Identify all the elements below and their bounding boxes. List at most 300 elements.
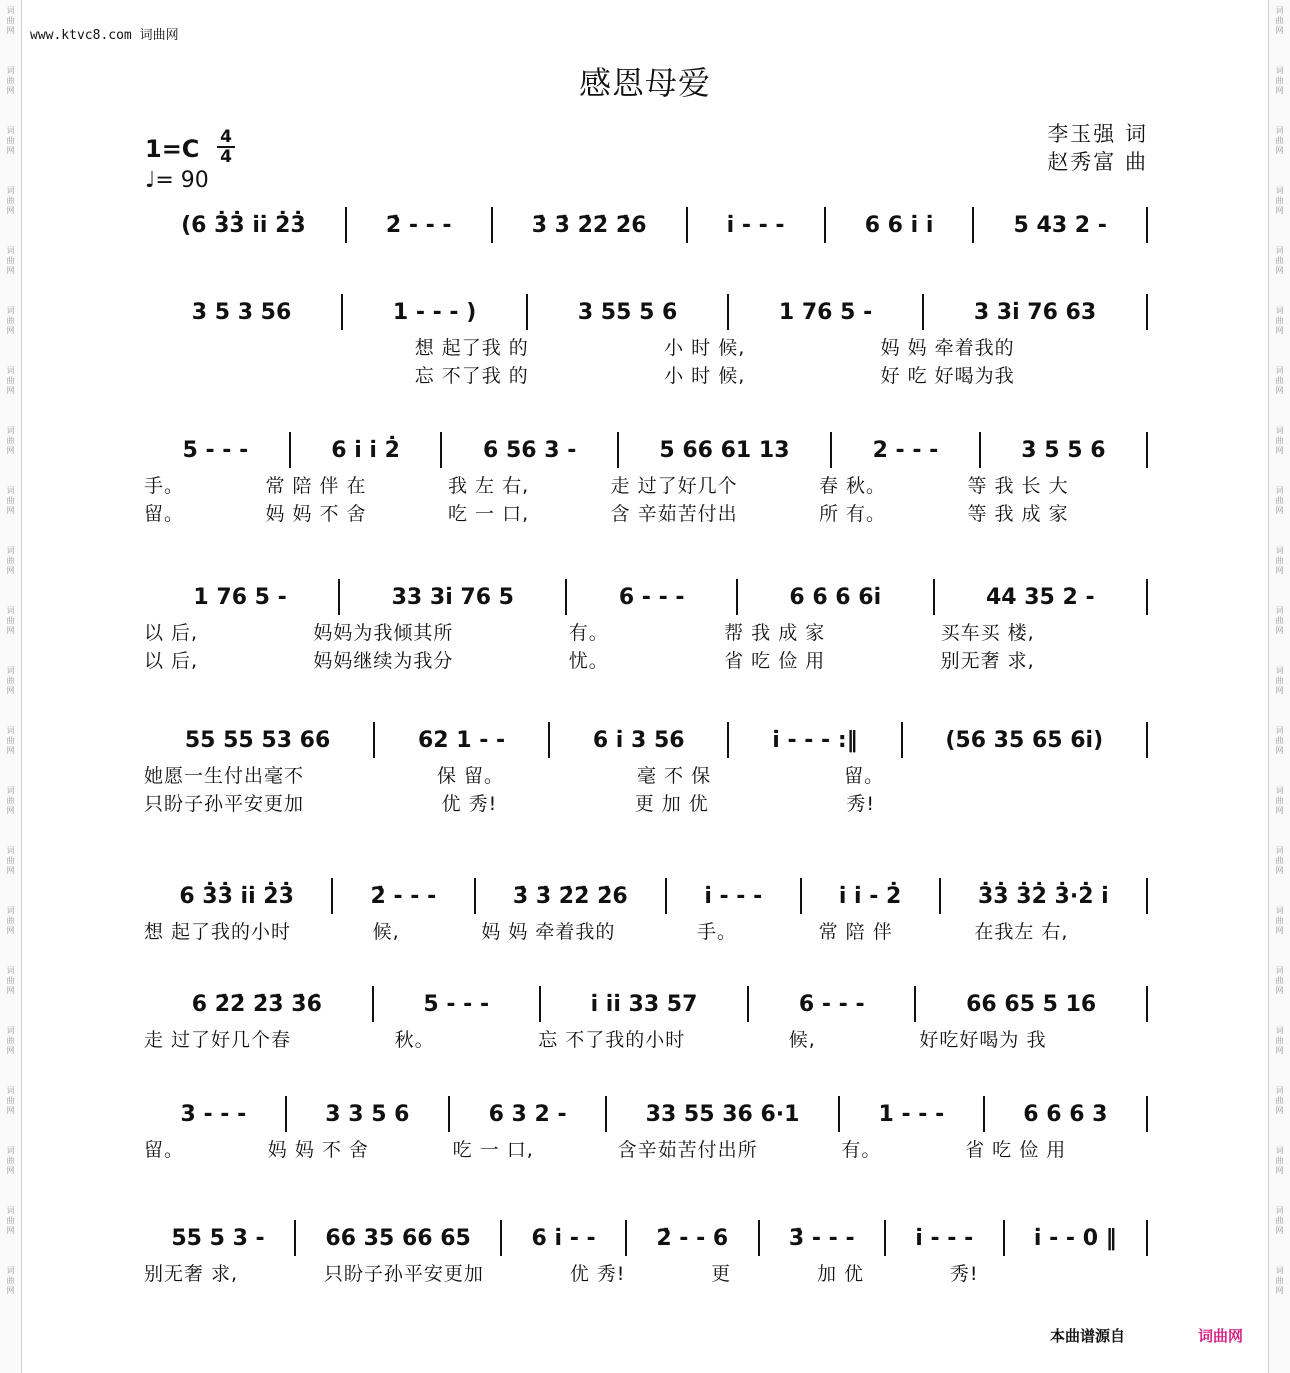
watermark-glyph: 词 — [1275, 246, 1284, 255]
lyric-segment: 以 后, — [144, 649, 199, 672]
lyric-segment: 妈 妈 牵着我的 — [880, 336, 1015, 359]
watermark-glyph: 曲 — [1275, 136, 1284, 145]
left-watermark-strip — [0, 0, 22, 1373]
barline-end — [1146, 722, 1148, 758]
lyric-line — [142, 916, 1148, 944]
watermark-glyph: 网 — [6, 1166, 15, 1175]
measure: 6 6 6 6i̇ — [789, 584, 882, 610]
watermark-block — [1276, 1266, 1284, 1296]
lyric-line — [142, 1258, 1148, 1286]
lyric-segment: 春 秋。 — [819, 474, 887, 497]
measure: 6 - - - — [798, 991, 865, 1017]
score-system — [142, 1218, 1148, 1286]
score-system — [142, 720, 1148, 816]
measure: 44 35 2 - — [985, 584, 1095, 610]
watermark-block — [7, 906, 15, 936]
measure: 6 i̇ 3 56 — [592, 727, 685, 753]
watermark-glyph: 网 — [1275, 1226, 1284, 1235]
watermark-block — [1276, 486, 1284, 516]
watermark-glyph: 曲 — [6, 556, 15, 565]
lyric-segment: 走 过了好几个 — [610, 474, 738, 497]
time-signature — [215, 128, 237, 166]
watermark-glyph: 词 — [6, 606, 15, 615]
measure: 2̇ - - - — [385, 212, 452, 238]
measure: 5 43 2 - — [1013, 212, 1107, 238]
tempo-marking: ♩= 90 — [145, 168, 209, 193]
watermark-block — [1276, 6, 1284, 36]
watermark-glyph: 曲 — [6, 676, 15, 685]
watermark-glyph: 网 — [6, 446, 15, 455]
watermark-glyph: 曲 — [6, 436, 15, 445]
watermark-glyph: 网 — [1275, 326, 1284, 335]
lyric-segment: 小 时 候, — [664, 336, 746, 359]
watermark-block — [1276, 126, 1284, 156]
watermark-block — [7, 366, 15, 396]
measure: (56 35 65 6i̇) — [945, 727, 1104, 753]
watermark-glyph: 词 — [6, 6, 15, 15]
watermark-block — [7, 186, 15, 216]
lyric-segment: 买车买 楼, — [940, 621, 1035, 644]
watermark-glyph: 曲 — [6, 616, 15, 625]
watermark-glyph: 词 — [1275, 126, 1284, 135]
watermark-glyph: 网 — [6, 1286, 15, 1295]
watermark-block — [7, 666, 15, 696]
watermark-block — [1276, 666, 1284, 696]
score-system — [142, 205, 1148, 245]
measure: 3 3i̇ 76 63 — [973, 299, 1097, 325]
watermark-glyph: 曲 — [1275, 316, 1284, 325]
measure: 6 3̇3̇ i̇i̇ 2̇3̇ — [179, 883, 294, 909]
watermark-block — [1276, 1026, 1284, 1056]
watermark-glyph: 词 — [1275, 606, 1284, 615]
watermark-glyph: 曲 — [6, 976, 15, 985]
watermark-glyph: 曲 — [6, 916, 15, 925]
watermark-glyph: 网 — [6, 626, 15, 635]
watermark-block — [7, 6, 15, 36]
watermark-glyph: 词 — [1275, 6, 1284, 15]
watermark-glyph: 词 — [1275, 1206, 1284, 1215]
score-system — [142, 876, 1148, 944]
lyric-segment: 秋。 — [394, 1028, 435, 1051]
right-watermark-strip — [1268, 0, 1290, 1373]
watermark-glyph: 曲 — [6, 736, 15, 745]
notes-line — [142, 984, 1148, 1024]
watermark-glyph: 网 — [1275, 86, 1284, 95]
lyric-segment: 有。 — [568, 621, 609, 644]
score-system — [142, 292, 1148, 388]
credits — [1047, 120, 1148, 176]
watermark-block — [1276, 426, 1284, 456]
time-signature-bottom: 4 — [220, 147, 232, 167]
watermark-block — [7, 126, 15, 156]
lyric-segment: 妈 妈 牵着我的 — [481, 920, 616, 943]
lyric-segment: 走 过了好几个春 — [144, 1028, 292, 1051]
watermark-glyph: 词 — [6, 1086, 15, 1095]
watermark-glyph: 词 — [1275, 906, 1284, 915]
lyric-segment: 吃 一 口, — [452, 1138, 534, 1161]
watermark-glyph: 词 — [1275, 366, 1284, 375]
watermark-block — [1276, 1206, 1284, 1236]
measure: 6 i̇ i̇ 2̇ — [331, 437, 400, 463]
notes-line — [142, 876, 1148, 916]
watermark-block — [1276, 186, 1284, 216]
measure: 6 i̇ - - — [531, 1225, 596, 1251]
watermark-glyph: 曲 — [1275, 916, 1284, 925]
site-label: www.ktvc8.com 词曲网 — [30, 28, 179, 43]
watermark-glyph: 词 — [1275, 666, 1284, 675]
measure: 2̇ - - 6 — [656, 1225, 729, 1251]
barline-end — [1146, 432, 1148, 468]
lyric-segment: 妈妈为我倾其所 — [313, 621, 454, 644]
watermark-glyph: 词 — [6, 966, 15, 975]
measure: i̇ - - - — [704, 883, 763, 909]
watermark-glyph: 词 — [1275, 66, 1284, 75]
watermark-glyph: 网 — [6, 1226, 15, 1235]
watermark-glyph: 网 — [6, 1046, 15, 1055]
watermark-glyph: 网 — [6, 746, 15, 755]
lyric-line — [142, 332, 1148, 360]
lyric-segment: 在我左 右, — [974, 920, 1069, 943]
measure: 6 2̇2̇ 2̇3̇ 3̇6̇ — [191, 991, 322, 1017]
watermark-glyph: 网 — [1275, 266, 1284, 275]
lyric-segment: 妈 妈 不 舍 — [265, 502, 367, 525]
lyric-segment: 忘 不了我的小时 — [538, 1028, 686, 1051]
watermark-glyph: 网 — [6, 1106, 15, 1115]
lyric-segment: 常 陪 伴 — [818, 920, 893, 943]
watermark-glyph: 曲 — [1275, 76, 1284, 85]
lyric-segment: 优 秀! — [441, 792, 498, 815]
watermark-glyph: 曲 — [6, 1156, 15, 1165]
watermark-block — [7, 1146, 15, 1176]
lyric-segment: 优 秀! — [569, 1262, 626, 1285]
measure: 6 3 2 - — [488, 1101, 567, 1127]
lyric-segment: 省 吃 俭 用 — [724, 649, 826, 672]
watermark-glyph: 词 — [1275, 726, 1284, 735]
watermark-glyph: 曲 — [6, 16, 15, 25]
barline-end — [1146, 207, 1148, 243]
watermark-block — [7, 1086, 15, 1116]
watermark-glyph: 网 — [1275, 206, 1284, 215]
watermark-glyph: 曲 — [6, 376, 15, 385]
watermark-glyph: 曲 — [1275, 1036, 1284, 1045]
watermark-glyph: 曲 — [1275, 196, 1284, 205]
watermark-block — [1276, 1146, 1284, 1176]
watermark-glyph: 曲 — [1275, 16, 1284, 25]
watermark-glyph: 曲 — [6, 856, 15, 865]
watermark-block — [7, 786, 15, 816]
lyric-segment: 我 左 右, — [447, 474, 530, 497]
watermark-block — [1276, 906, 1284, 936]
notes-line — [142, 430, 1148, 470]
watermark-glyph: 词 — [1275, 306, 1284, 315]
watermark-glyph: 网 — [6, 326, 15, 335]
key-signature: 1=C — [145, 135, 200, 163]
watermark-glyph: 词 — [6, 906, 15, 915]
lyric-segment: 保 留。 — [436, 764, 505, 787]
lyric-segment: 省 吃 俭 用 — [965, 1138, 1067, 1161]
measure: 3 5 3 56 — [191, 299, 292, 325]
measure: i̇ i̇i̇ 33 57 — [590, 991, 698, 1017]
watermark-glyph: 词 — [1275, 546, 1284, 555]
footer-source-text: 本曲谱源自 — [1050, 1327, 1126, 1345]
lyric-segment: 更 加 优 — [634, 792, 709, 815]
watermark-block — [1276, 846, 1284, 876]
watermark-block — [7, 606, 15, 636]
watermark-glyph: 曲 — [1275, 496, 1284, 505]
lyric-segment: 别无奢 求, — [144, 1262, 239, 1285]
watermark-glyph: 网 — [1275, 1046, 1284, 1055]
measure: i̇ - - - :‖ — [772, 727, 858, 753]
lyric-segment: 忘 不了我 的 — [414, 364, 529, 387]
watermark-glyph: 曲 — [6, 1096, 15, 1105]
notes-line — [142, 577, 1148, 617]
watermark-glyph: 网 — [6, 86, 15, 95]
measure: 2̇ - - - — [370, 883, 437, 909]
watermark-glyph: 词 — [1275, 1026, 1284, 1035]
time-signature-top: 4 — [220, 127, 232, 147]
lyric-segment: 帮 我 成 家 — [724, 621, 826, 644]
measure: 55 5 3 - — [171, 1225, 265, 1251]
measure: i̇ - - 0 ‖ — [1033, 1225, 1117, 1251]
watermark-glyph: 曲 — [6, 1036, 15, 1045]
watermark-glyph: 词 — [6, 846, 15, 855]
score-system — [142, 1094, 1148, 1162]
lyric-segment: 所 有。 — [819, 502, 887, 525]
measure: 33 3i̇ 76 5 — [391, 584, 514, 610]
lyric-line — [142, 498, 1148, 526]
watermark-glyph: 词 — [1275, 846, 1284, 855]
watermark-glyph: 词 — [6, 546, 15, 555]
notes-line — [142, 292, 1148, 332]
watermark-glyph: 网 — [1275, 26, 1284, 35]
watermark-block — [7, 726, 15, 756]
barline-end — [1146, 878, 1148, 914]
watermark-glyph: 网 — [1275, 626, 1284, 635]
measure: i̇ - - - — [726, 212, 785, 238]
score-system — [142, 577, 1148, 673]
watermark-glyph: 网 — [6, 926, 15, 935]
watermark-block — [1276, 306, 1284, 336]
score-system — [142, 984, 1148, 1052]
watermark-glyph: 曲 — [1275, 736, 1284, 745]
watermark-glyph: 曲 — [1275, 1216, 1284, 1225]
watermark-glyph: 词 — [1275, 486, 1284, 495]
lyric-segment: 只盼子孙平安更加 — [323, 1262, 484, 1285]
watermark-glyph: 词 — [1275, 966, 1284, 975]
measure: (6 3̇3̇ i̇i̇ 2̇3̇ — [181, 212, 306, 238]
watermark-glyph: 曲 — [6, 1276, 15, 1285]
measure: 3 55 5 6 — [577, 299, 678, 325]
watermark-block — [1276, 966, 1284, 996]
lyric-segment: 更 — [711, 1262, 732, 1285]
watermark-glyph: 词 — [1275, 1086, 1284, 1095]
lyric-segment: 手。 — [144, 474, 185, 497]
watermark-glyph: 网 — [1275, 806, 1284, 815]
measure: 3̇ - - - — [788, 1225, 855, 1251]
barline-end — [1146, 294, 1148, 330]
watermark-glyph: 网 — [6, 506, 15, 515]
watermark-glyph: 网 — [1275, 146, 1284, 155]
watermark-glyph: 词 — [1275, 186, 1284, 195]
watermark-glyph: 网 — [1275, 686, 1284, 695]
lyric-segment: 小 时 候, — [664, 364, 746, 387]
watermark-glyph: 网 — [1275, 566, 1284, 575]
measure: 66 35 66 65 — [325, 1225, 471, 1251]
watermark-block — [7, 246, 15, 276]
watermark-block — [7, 306, 15, 336]
watermark-block — [1276, 246, 1284, 276]
watermark-glyph: 曲 — [1275, 1276, 1284, 1285]
watermark-glyph: 曲 — [1275, 1156, 1284, 1165]
notes-line — [142, 720, 1148, 760]
watermark-glyph: 网 — [6, 686, 15, 695]
notes-line — [142, 1094, 1148, 1134]
barline-end — [1146, 986, 1148, 1022]
measure: i̇ - - - — [915, 1225, 974, 1251]
measure: 3̇ 3̇ 2̇2̇ 2̇6 — [531, 212, 647, 238]
watermark-block — [1276, 786, 1284, 816]
watermark-glyph: 曲 — [6, 136, 15, 145]
measure: 3 3 5 6 — [325, 1101, 410, 1127]
lyric-segment: 想 起了我的小时 — [144, 920, 292, 943]
watermark-glyph: 词 — [6, 1266, 15, 1275]
lyric-segment: 想 起了我 的 — [414, 336, 529, 359]
lyric-segment: 她愿一生付出毫不 — [144, 764, 305, 787]
watermark-glyph: 词 — [1275, 426, 1284, 435]
measure: 6 6 6 3 — [1023, 1101, 1108, 1127]
measure: 6 56 3 - — [482, 437, 577, 463]
lyric-segment: 留。 — [144, 502, 185, 525]
lyric-segment: 吃 一 口, — [447, 502, 530, 525]
watermark-glyph: 词 — [6, 1026, 15, 1035]
watermark-glyph: 曲 — [1275, 676, 1284, 685]
watermark-glyph: 词 — [6, 246, 15, 255]
watermark-glyph: 曲 — [1275, 616, 1284, 625]
watermark-glyph: 曲 — [1275, 556, 1284, 565]
watermark-glyph: 曲 — [1275, 796, 1284, 805]
watermark-glyph: 词 — [6, 486, 15, 495]
watermark-glyph: 曲 — [6, 796, 15, 805]
watermark-glyph: 网 — [1275, 386, 1284, 395]
watermark-glyph: 曲 — [6, 76, 15, 85]
watermark-glyph: 网 — [6, 26, 15, 35]
watermark-glyph: 曲 — [1275, 376, 1284, 385]
watermark-glyph: 词 — [1275, 1266, 1284, 1275]
barline-end — [1146, 1220, 1148, 1256]
lyric-segment: 等 我 成 家 — [967, 502, 1069, 525]
watermark-glyph: 网 — [6, 386, 15, 395]
lyric-segment: 等 我 长 大 — [967, 474, 1069, 497]
watermark-block — [7, 486, 15, 516]
watermark-glyph: 词 — [6, 726, 15, 735]
watermark-glyph: 曲 — [6, 196, 15, 205]
lyric-line — [142, 645, 1148, 673]
lyric-segment: 含 辛茹苦付出 — [610, 502, 738, 525]
watermark-block — [7, 966, 15, 996]
watermark-glyph: 词 — [1275, 1146, 1284, 1155]
watermark-glyph: 网 — [1275, 1166, 1284, 1175]
watermark-glyph: 词 — [6, 1206, 15, 1215]
lyric-segment: 候, — [788, 1028, 816, 1051]
watermark-glyph: 词 — [6, 1146, 15, 1155]
measure: 1 76 5 - — [193, 584, 287, 610]
watermark-block — [7, 546, 15, 576]
measure: 1 76 5 - — [778, 299, 873, 325]
watermark-glyph: 词 — [6, 426, 15, 435]
watermark-glyph: 网 — [1275, 446, 1284, 455]
watermark-block — [7, 1266, 15, 1296]
watermark-glyph: 网 — [1275, 746, 1284, 755]
watermark-glyph: 网 — [6, 206, 15, 215]
measure: i̇ i̇ - 2̇ — [838, 883, 902, 909]
barline-end — [1146, 579, 1148, 615]
watermark-block — [1276, 606, 1284, 636]
measure: 66 65 5 16 — [966, 991, 1097, 1017]
watermark-block — [1276, 546, 1284, 576]
lyric-segment: 留。 — [144, 1138, 185, 1161]
measure: 1 - - - ) — [392, 299, 477, 325]
watermark-glyph: 网 — [1275, 1106, 1284, 1115]
lyric-segment: 好吃好喝为 我 — [919, 1028, 1047, 1051]
watermark-glyph: 网 — [1275, 866, 1284, 875]
watermark-glyph: 词 — [6, 306, 15, 315]
watermark-glyph: 网 — [1275, 506, 1284, 515]
watermark-glyph: 网 — [6, 866, 15, 875]
lyric-segment: 常 陪 伴 在 — [265, 474, 367, 497]
measure: 6 6 i̇ i̇ — [864, 212, 934, 238]
watermark-glyph: 词 — [6, 666, 15, 675]
lyric-segment: 手。 — [697, 920, 738, 943]
watermark-glyph: 曲 — [1275, 1096, 1284, 1105]
lyric-segment: 忧。 — [568, 649, 609, 672]
measure: 33 55 36 6·1 — [645, 1101, 800, 1127]
watermark-glyph: 词 — [6, 786, 15, 795]
lyricist-credit: 李玉强 词 — [1047, 122, 1148, 146]
watermark-glyph: 网 — [6, 566, 15, 575]
watermark-glyph: 曲 — [6, 1216, 15, 1225]
notes-line — [142, 205, 1148, 245]
watermark-block — [1276, 366, 1284, 396]
measure: 3 5 5 6 — [1021, 437, 1106, 463]
watermark-glyph: 曲 — [1275, 256, 1284, 265]
measure: 6 - - - — [618, 584, 685, 610]
watermark-block — [7, 846, 15, 876]
watermark-glyph: 曲 — [6, 496, 15, 505]
lyric-line — [142, 1134, 1148, 1162]
song-title: 感恩母爱 — [578, 64, 711, 102]
lyric-segment: 只盼子孙平安更加 — [144, 792, 305, 815]
measure: 62 1 - - — [417, 727, 506, 753]
lyric-line — [142, 617, 1148, 645]
measure: 3̇3̇ 3̇2̇ 3̇·2̇ i̇ — [977, 883, 1109, 909]
watermark-block — [7, 1026, 15, 1056]
watermark-block — [7, 426, 15, 456]
measure: 5 - - - — [423, 991, 490, 1017]
watermark-glyph: 网 — [6, 266, 15, 275]
watermark-glyph: 词 — [6, 66, 15, 75]
footer-brand-link[interactable]: 词曲网 — [1198, 1327, 1244, 1345]
measure: 5 66 61 13 — [659, 437, 790, 463]
lyric-segment: 别无奢 求, — [940, 649, 1035, 672]
measure: 5 - - - — [182, 437, 249, 463]
watermark-glyph: 网 — [1275, 986, 1284, 995]
watermark-glyph: 曲 — [1275, 856, 1284, 865]
lyric-segment: 以 后, — [144, 621, 199, 644]
lyric-line — [142, 760, 1148, 788]
measure: 2 - - - — [872, 437, 939, 463]
lyric-line — [142, 788, 1148, 816]
watermark-glyph: 词 — [6, 186, 15, 195]
